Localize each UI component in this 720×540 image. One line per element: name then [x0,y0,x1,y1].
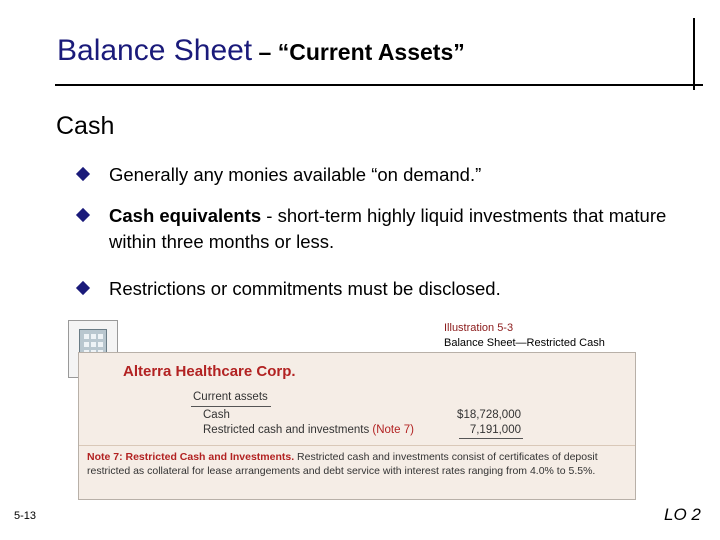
title-vertical-rule [693,18,695,90]
title-sub: – “Current Assets” [252,39,465,65]
diamond-bullet-icon [76,281,90,295]
note-reference: (Note 7) [372,424,414,436]
footnote-title: Note 7: Restricted Cash and Investments. [87,451,295,463]
company-name: Alterra Healthcare Corp. [123,363,296,380]
footnote [87,450,627,478]
slide-title [57,34,465,68]
bullet-bold-text: Cash equivalents [109,205,262,226]
heading-underline [191,406,271,407]
bullet-text: Generally any monies available “on demand.” [109,164,482,185]
illustration-number: Illustration 5-3 [444,322,514,334]
row-amount: 7,191,000 [469,424,521,436]
panel-divider [79,445,635,446]
diamond-bullet-icon [76,167,90,181]
learning-objective: LO 2 [664,505,701,524]
bullet-text: Restrictions or commitments must be disclosed. [109,278,501,299]
bullet-item [76,276,501,302]
title-main: Balance Sheet [57,34,253,67]
current-assets-heading: Current assets [193,391,268,403]
illustration-caption: Balance Sheet—Restricted Cash [444,337,605,349]
section-heading: Cash [56,112,115,140]
row-label: Cash [203,409,230,421]
bullet-text: - short-term highly liquid investments that mature within three months or less. [109,205,667,252]
amount-underline [459,438,523,439]
bullet-item [76,203,676,255]
diamond-bullet-icon [76,208,90,222]
row-amount: $18,728,000 [457,409,521,421]
bullet-item [76,162,481,188]
balance-sheet-excerpt [78,352,636,500]
footnote-text: Restricted cash and investments consist of certificates of deposit restricted as collateral for lease arrangements and debt service with interest rates ranging from 4.0% to 5.5%. [87,451,598,477]
row-label: Restricted cash and investments (Note 7) [203,424,414,436]
slide-number: 5-13 [14,510,37,522]
title-underline [55,84,703,86]
illustration-label [444,321,605,351]
